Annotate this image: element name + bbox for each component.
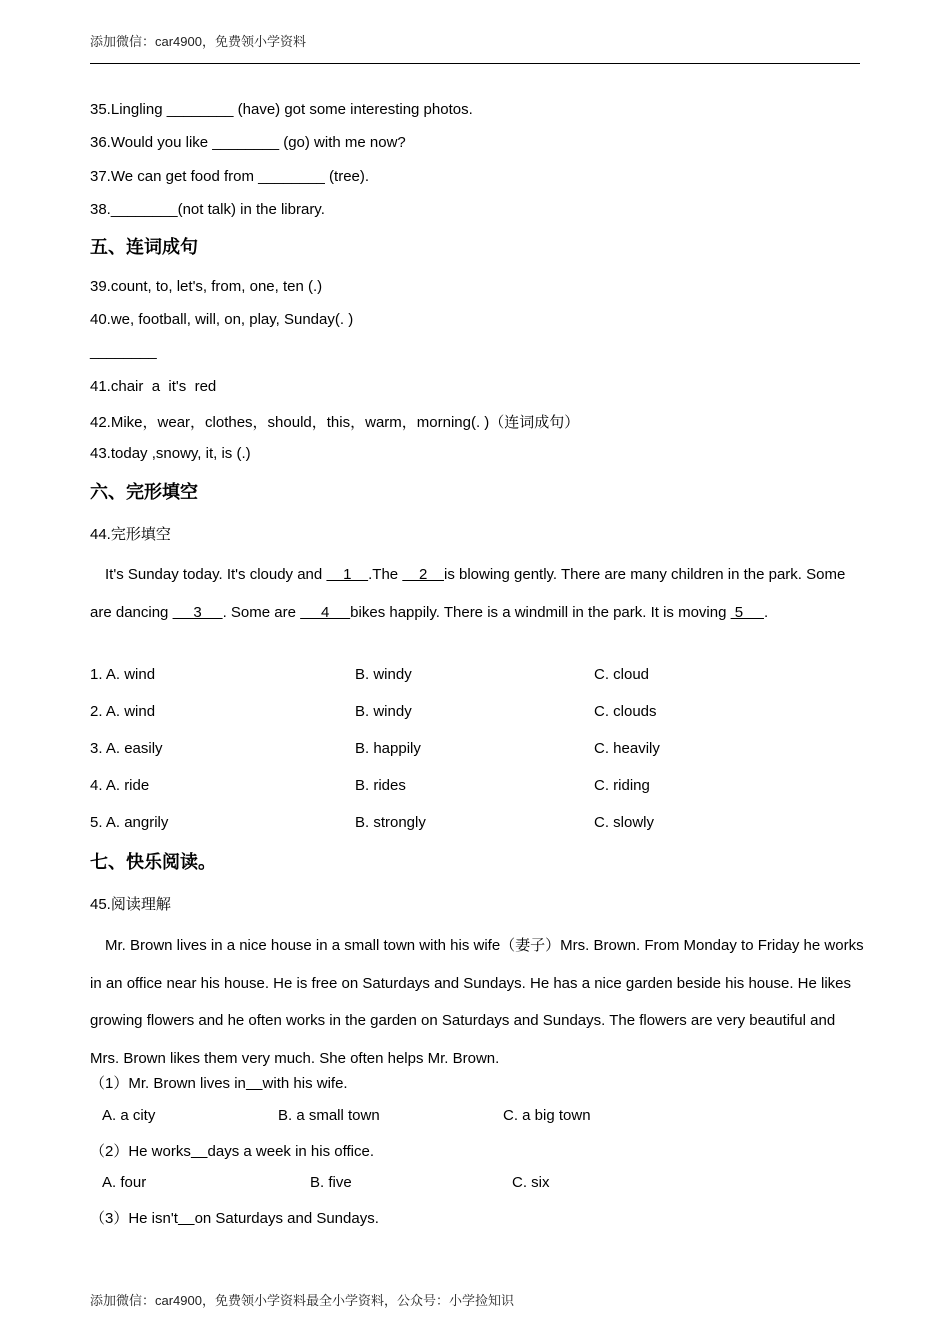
option-3a: 3. A. easily: [90, 740, 163, 757]
cloze-text: is blowing gently. There are many children in the park. Some are dancing: [90, 566, 846, 621]
section-5-title: 五、连词成句: [90, 237, 198, 257]
rq2-option-a: A. four: [102, 1174, 147, 1191]
option-2c: C. clouds: [594, 703, 657, 720]
cloze-blank-4: 4: [300, 603, 351, 621]
option-4b: B. rides: [355, 777, 406, 794]
rq1-option-a: A. a city: [102, 1107, 156, 1124]
question-45: 45.阅读理解: [90, 896, 171, 913]
cloze-blank-2: 2: [402, 566, 444, 583]
option-1b: B. windy: [355, 666, 412, 683]
reading-question-3: [90, 1207, 379, 1228]
question-44: 44.完形填空: [90, 526, 171, 543]
cloze-text: . Some are: [222, 603, 301, 621]
cloze-text: It's Sunday today. It's cloudy and: [105, 566, 327, 583]
rq2-blank: [191, 1143, 208, 1160]
reading-question-1: [90, 1072, 348, 1093]
option-5a: 5. A. angrily: [90, 814, 169, 831]
rq2-option-c: C. six: [512, 1174, 550, 1191]
option-4c: C. riding: [594, 777, 650, 794]
rq1-post: with his wife.: [262, 1075, 348, 1092]
question-37: 37.We can get food from ________ (tree).: [90, 168, 370, 185]
rq2-option-b: B. five: [310, 1174, 352, 1191]
question-39: 39.count, to, let's, from, one, ten (.): [90, 278, 323, 295]
rq3-blank: [178, 1210, 195, 1227]
rq1-pre: （1）Mr. Brown lives in: [90, 1075, 246, 1092]
option-2a: 2. A. wind: [90, 703, 156, 720]
cloze-blank-3: 3: [172, 603, 223, 621]
rq3-pre: （3）He isn't: [90, 1210, 178, 1227]
cloze-blank-1: 1: [326, 566, 369, 583]
page-header: 添加微信：car4900，免费领小学资料: [90, 34, 306, 49]
option-1c: C. cloud: [594, 666, 650, 683]
question-35: 35.Lingling ________ (have) got some interesting photos.: [90, 101, 473, 118]
cloze-text: .: [763, 603, 769, 621]
question-40: 40.we, football, will, on, play, Sunday(. ): [90, 311, 354, 328]
rq2-pre: （2）He works: [90, 1143, 191, 1160]
option-3c: C. heavily: [594, 740, 660, 757]
cloze-passage: [90, 556, 865, 631]
option-5b: B. strongly: [355, 814, 426, 831]
rq2-post: days a week in his office.: [207, 1143, 375, 1160]
cloze-blank-5: 5: [730, 603, 764, 621]
cloze-text: bikes happily. There is a windmill in the park. It is moving: [350, 603, 731, 621]
cloze-text: .The: [368, 566, 403, 583]
rq1-blank: [246, 1075, 263, 1092]
option-2b: B. windy: [355, 703, 412, 720]
question-38: 38.________(not talk) in the library.: [90, 201, 325, 218]
rq3-post: on Saturdays and Sundays.: [194, 1210, 379, 1227]
option-3b: B. happily: [355, 740, 421, 757]
rq1-option-b: B. a small town: [278, 1107, 380, 1124]
question-36: 36.Would you like ________ (go) with me now?: [90, 134, 406, 151]
option-5c: C. slowly: [594, 814, 655, 831]
rq1-option-c: C. a big town: [503, 1107, 591, 1124]
option-1a: 1. A. wind: [90, 666, 156, 683]
section-7-title: 七、快乐阅读。: [90, 852, 216, 872]
reading-question-2: [90, 1140, 374, 1161]
answer-blank: ________: [90, 343, 157, 360]
question-41: 41.chair a it's red: [90, 378, 217, 395]
section-6-title: 六、完形填空: [90, 482, 198, 502]
reading-passage: Mr. Brown lives in a nice house in a small town with his wife（妻子）Mrs. Brown. From Monday to Friday he works in an office near his house. He is free on Saturdays and Sundays. He has a nice garden beside his house. He likes growing flowers and he often works in the garden on Saturdays and Sundays. The flowers are very beautiful and Mrs. Brown likes them very much. She often helps Mr. Brown.: [90, 937, 864, 1067]
header-rule: [90, 63, 860, 64]
option-4a: 4. A. ride: [90, 777, 150, 794]
page-footer: 添加微信：car4900，免费领小学资料最全小学资料，公众号：小学捡知识: [90, 1293, 514, 1308]
question-43: 43.today ,snowy, it, is (.): [90, 445, 251, 462]
question-42: 42.Mike，wear，clothes，should，this，warm，morning(. )（连词成句）: [90, 414, 580, 431]
